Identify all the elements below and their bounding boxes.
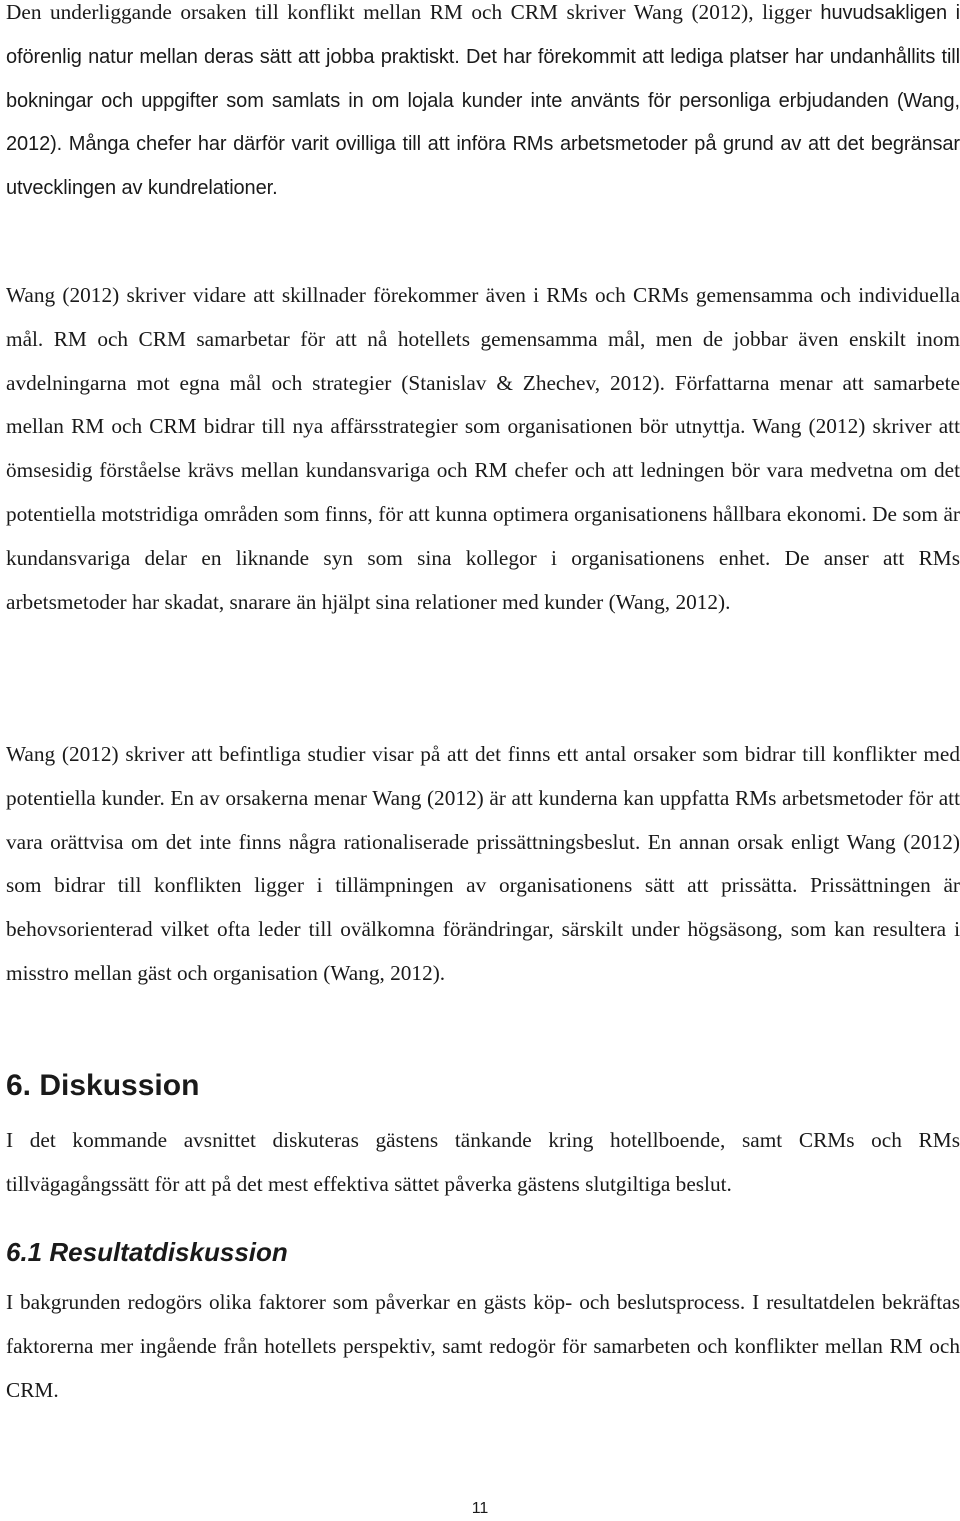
paragraph-customer-conflicts: Wang (2012) skriver att befintliga studier visar på att det finns ett antal orsaker som bidrar till konflikter med potentiella kunder. En av orsakerna menar Wang (2012) är att kunderna kan uppfatta RMs arbetsmetoder för att vara orättvisa om det inte finns några rationaliserade prissättningsbeslut. En annan orsak enligt Wang (2012) som bidrar till konflikten ligger i tillämpningen av organisationens sätt att prissätta. Prissättningen är behovsorienterad vilket ofta leder till ovälkomna förändringar, särskilt under högsäsong, som kan resultera i misstro mellan gäst och organisation (Wang, 2012).: [6, 742, 960, 985]
paragraph-body-text: huvudsakligen i oförenlig natur mellan deras sätt att jobba praktiskt. Det har förekommit att lediga platser har undanhållits till bokningar och uppgifter som samlats in om lojala kunder inte använts för personliga erbjudanden (Wang, 2012). Många chefer har därför varit ovilliga till att införa RMs arbetsmetoder på grund av att det begränsar utvecklingen av kundrelationer.: [6, 2, 960, 200]
page-number: 11: [471, 1500, 489, 1517]
paragraph-opening-line: Den underliggande orsaken till konflikt mellan RM och CRM skriver Wang (2012), ligger: [6, 0, 812, 24]
heading-resultatdiskussion: 6.1 Resultatdiskussion: [6, 1237, 288, 1267]
paragraph-discussion-intro: I det kommande avsnittet diskuteras gästens tänkande kring hotellboende, samt CRMs och RMs tillvägagångssätt för att på det mest effektiva sättet påverka gästens slutgiltiga beslut.: [6, 1128, 960, 1196]
paragraph-shared-goals: Wang (2012) skriver vidare att skillnader förekommer även i RMs och CRMs gemensamma och individuella mål. RM och CRM samarbetar för att nå hotellets gemensamma mål, men de jobbar även enskilt inom avdelningarna mot egna mål och strategier (Stanislav & Zhechev, 2012). Författarna menar att samarbete mellan RM och CRM bidrar till nya affärsstrategier som organisationen bör utnyttja. Wang (2012) skriver att ömsesidig förståelse krävs mellan kundansvariga och RM chefer och att ledningen bör vara medvetna om det potentiella motstridiga områden som finns, för att kunna optimera organisationens hållbara ekonomi. De som är kundansvariga delar en liknande syn som sina kollegor i organisationens enhet. De anser att RMs arbetsmetoder har skadat, snarare än hjälpt sina relationer med kunder (Wang, 2012).: [6, 283, 960, 614]
paragraph-results-intro: I bakgrunden redogörs olika faktorer som påverkar en gästs köp- och beslutsprocess. I resultatdelen bekräftas faktorerna mer ingående från hotellets perspektiv, samt redogör för samarbeten och konflikter mellan RM och CRM.: [6, 1290, 960, 1402]
heading-diskussion: 6. Diskussion: [6, 1069, 200, 1102]
paragraph-conflict-causes: [6, 0, 960, 211]
